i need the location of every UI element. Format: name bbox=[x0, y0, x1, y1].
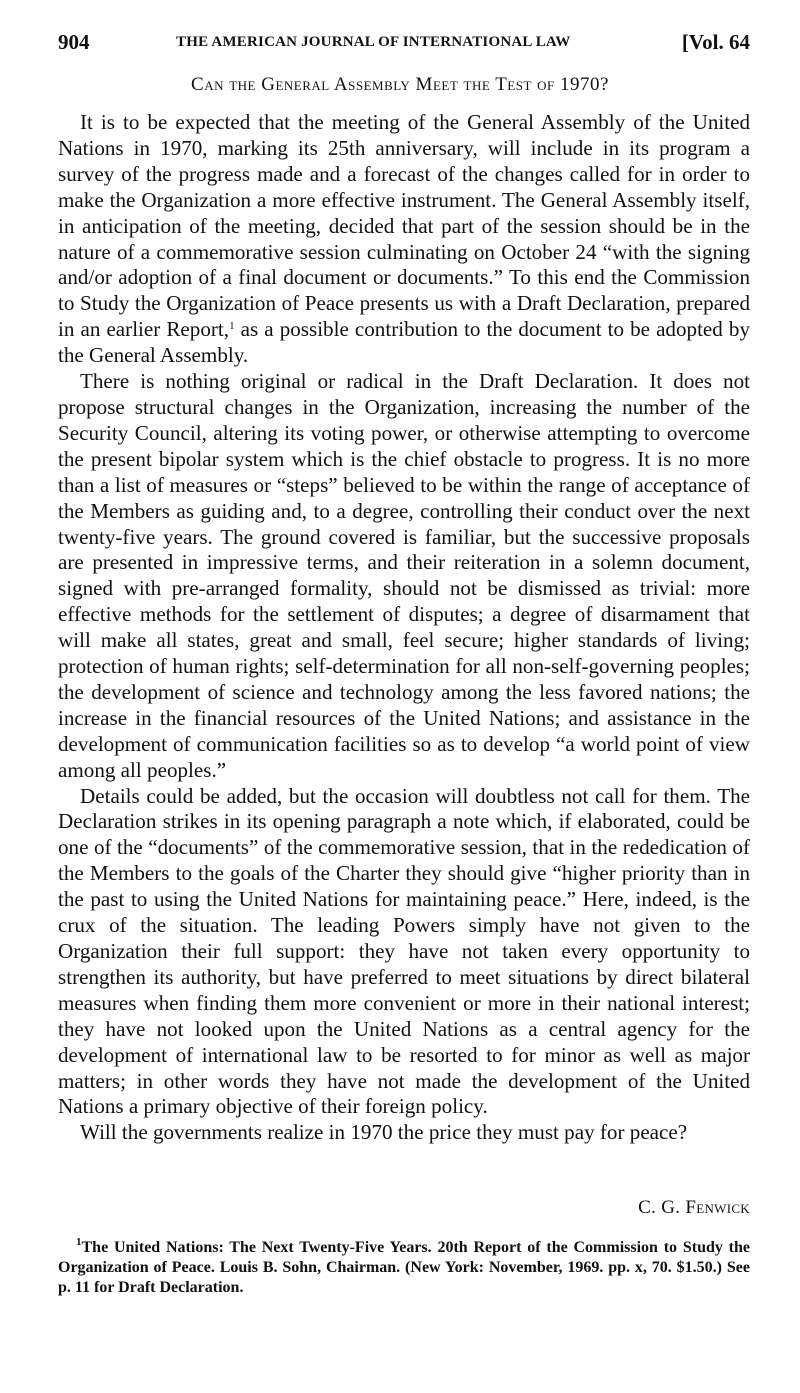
footnote-reference: 1 bbox=[229, 320, 235, 333]
paragraph-2: There is nothing original or radical in the Draft Declaration. It does not propose structural changes in the Organization, increasing the number of the Security Council, altering its voting power, or otherwise attempting to overcome the present bipolar system which is the chief obstacle to progress. It is no more than a list of measures or “steps” believed to be within the range of acceptance of the Members as guiding and, to a degree, controlling their conduct over the next twenty-five years. The ground covered is familiar, but the successive proposals are presented in impressive terms, and their reiteration in a solemn document, signed with pre-arranged formality, should not be dismissed as trivial: more effective methods for the settlement of disputes; a degree of disarmament that will make all states, great and small, feel secure; higher standards of living; protection of human rights; self-determination for all non-self-governing peoples; the development of science and technology among the less favored nations; the increase in the financial resources of the United Nations; and assistance in the development of communication facilities so as to develop “a world point of view among all peoples.” bbox=[58, 369, 750, 782]
page-number: 904 bbox=[58, 30, 90, 54]
author-signature: C. G. Fenwick bbox=[638, 1197, 750, 1218]
footnote-marker: 1 bbox=[76, 1236, 82, 1248]
article-title: Can the General Assembly Meet the Test of 1970? bbox=[191, 74, 609, 95]
paragraph-4: Will the governments realize in 1970 the price they must pay for peace? bbox=[80, 1120, 688, 1145]
journal-title: THE AMERICAN JOURNAL OF INTERNATIONAL LAW bbox=[176, 34, 571, 50]
volume-label: [Vol. 64 bbox=[681, 30, 750, 54]
paragraph-1-text: It is to be expected that the meeting of the General Assembly of the United Nations in 1970, marking its 25th anniversary, will include in its program a survey of the progress made and a forecast of the changes called for in order to make the Organization a more effective instrument. The General Assembly itself, in anticipation of the meeting, decided that part of the session should be in the nature of a commemorative session culminating on October 24 “with the signing and/or adoption of a final document or documents.” To this end the Commission to Study the Organization of Peace presents us with a Draft Declaration, prepared in an earlier Report, bbox=[58, 110, 750, 342]
paragraph-1-continuation: as a possible contribution to the document to be adopted by the General Assembly. bbox=[58, 317, 751, 368]
footnote bbox=[58, 1238, 750, 1298]
paragraph-3: Details could be added, but the occasion will doubtless not call for them. The Declaration strikes in its opening paragraph a note which, if elaborated, could be one of the “documents” of the commemorative session, that in the rededication of the Members to the goals of the Charter they should give “higher priority than in the past to using the United Nations for maintaining peace.” Here, indeed, is the crux of the situation. The leading Powers simply have not given to the Organization their full support: they have not taken every opportunity to strengthen its authority, but have preferred to meet situations by direct bilateral measures when finding them more convenient or more in their national interest; they have not looked upon the United Nations as a central agency for the development of international law to be resorted to for minor as well as major matters; in other words they have not made the development of the United Nations a primary objective of their foreign policy. bbox=[58, 783, 750, 1119]
paragraph-1 bbox=[58, 110, 750, 369]
article-body bbox=[58, 110, 750, 1146]
footnote-text: The United Nations: The Next Twenty-Five Years. 20th Report of the Commission to Study the Organization of Peace. Louis B. Sohn, Chairman. (New York: November, 1969. pp. x, 70. $1.50.) See p. 11 for Draft Declaration. bbox=[58, 1239, 750, 1296]
running-head bbox=[58, 30, 750, 60]
